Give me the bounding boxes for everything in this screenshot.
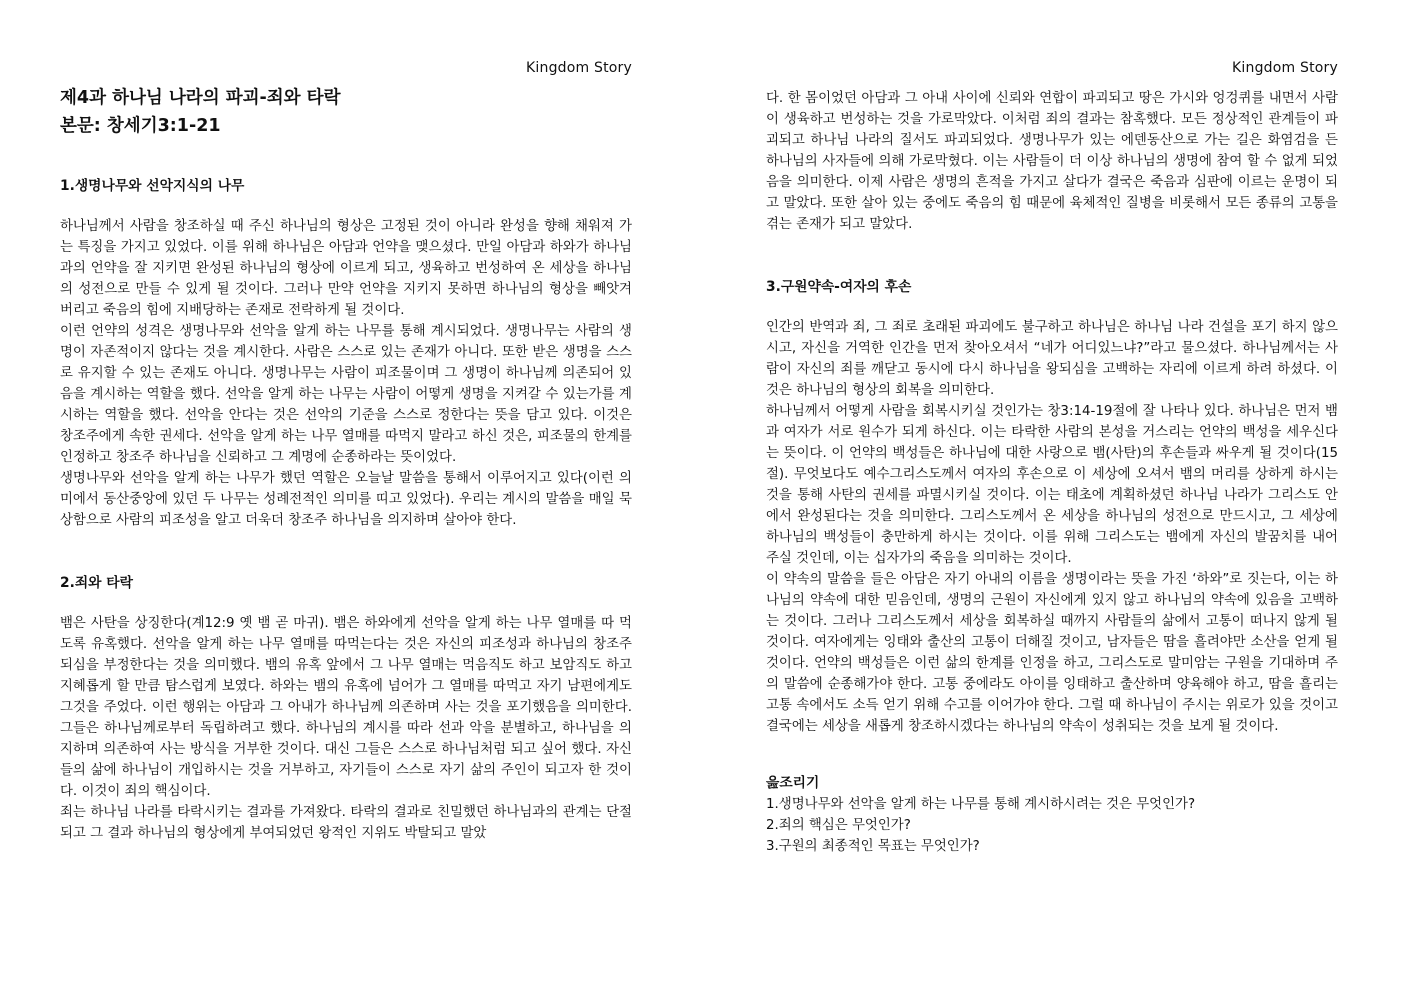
paragraph: 뱀은 사탄을 상징한다(계12:9 옛 뱀 곧 마귀). 뱀은 하와에게 선악을 알게 하는 나무 열매를 따 먹도록 유혹했다. 선악을 알게 하는 나무 열매를 따먹는다는 것은 자신의 피조성과 하나님의 창조주 되심을 부정한다는 것을 의미했다. 뱀의 유혹 앞에서 그 나무 열매는 먹음직도 하고 보암직도 하고 지혜롭게 할 만큼 탐스럽게 보였다. 하와는 뱀의 유혹에 넘어가 그 열매를 따먹고 자기 남편에게도 그것을 주었다. 이런 행위는 아담과 그 아내가 하나님께 의존하며 사는 것을 포기했음을 의미한다. 그들은 하나님께로부터 독립하려고 했다. 하나님의 계시를 따라 선과 악을 분별하고, 하나님을 의지하며 의존하여 사는 방식을 거부한 것이다. 대신 그들은 스스로 하나님처럼 되고 싶어 했다. 자신들의 삶에 하나님이 개입하시는 것을 거부하고, 자기들이 스스로 자기 삶의 주인이 되고자 한 것이다. 이것이 죄의 핵심이다.: [60, 616, 632, 799]
paragraph: 생명나무와 선악을 알게 하는 나무가 했던 역할은 오늘날 말씀을 통해서 이루어지고 있다(이런 의미에서 동산중앙에 있던 두 나무는 성례전적인 의미를 띠고 있었다). 우리는 계시의 말씀을 매일 묵상함으로 사람의 피조성을 알고 더욱더 창조주 하나님을 의지하며 살아야 한다.: [60, 471, 632, 528]
paragraph: 인간의 반역과 죄, 그 죄로 초래된 파괴에도 불구하고 하나님은 하나님 나라 건설을 포기 하지 않으시고, 자신을 거역한 인간을 먼저 찾아오셔서 “네가 어디있느냐?”라고 물으셨다. 하나님께서는 사람이 자신의 죄를 깨닫고 동시에 다시 하나님을 왕되심을 고백하는 자리에 이르게 하려 하셨다. 이것은 하나님의 형상의 회복을 의미한다.: [766, 320, 1338, 398]
paragraph: 죄는 하나님 나라를 타락시키는 결과를 가져왔다. 타락의 결과로 친밀했던 하나님과의 관계는 단절되고 그 결과 하나님의 형상에게 부여되었던 왕적인 지위도 박탈되고 말았: [60, 805, 632, 841]
right-page-body: [766, 88, 1338, 857]
review-question: 1.생명나무와 선악을 알게 하는 나무를 통해 계시하시려는 것은 무엇인가?: [766, 797, 1196, 812]
scripture-reference: 본문: 창세기3:1-21: [60, 116, 221, 136]
lesson-title: 제4과 하나님 나라의 파괴-죄와 타락: [60, 88, 341, 108]
section-heading: 1.생명나무와 선악지식의 나무: [60, 178, 245, 194]
paragraph: 하나님께서 어떻게 사람을 회복시키실 것인가는 창3:14-19절에 잘 나타나 있다. 하나님은 먼저 뱀과 여자가 서로 원수가 되게 하신다. 이는 타락한 사람의 본성을 거스리는 언약의 백성을 세우신다는 뜻이다. 이 언약의 백성들은 하나님에 대한 사랑으로 뱀(사탄)의 후손들과 싸우게 될 것이다(15절). 무엇보다도 예수그리스도께서 여자의 후손으로 이 세상에 오셔서 뱀의 머리를 상하게 하시는 것을 통해 사탄의 권세를 파멸시키실 것이다. 이는 태초에 계획하셨던 하나님 나라가 그리스도 안에서 완성된다는 것을 의미한다. 그리스도께서 온 세상을 하나님의 성전으로 만드시고, 그 세상에 하나님의 백성들이 충만하게 하시는 것이다. 이를 위해 그리스도는 뱀에게 자신의 발꿈치를 내어 주실 것인데, 이는 십자가의 죽음을 의미하는 것이다.: [766, 404, 1338, 566]
paragraph: 이 약속의 말씀을 들은 아담은 자기 아내의 이름을 생명이라는 뜻을 가진 ‘하와”로 짓는다, 이는 하나님의 약속에 대한 믿음인데, 생명의 근원이 자신에게 있지 않고 하나님의 약속에 있음을 고백하는 것이다. 그러나 그리스도께서 세상을 회복하실 때까지 사람들의 삶에서 고통이 떠나지 않게 될 것이다. 여자에게는 잉태와 출산의 고통이 더해질 것이고, 남자들은 땀을 흘려야만 소산을 얻게 될 것이다. 언약의 백성들은 이런 삶의 한계를 인정을 하고, 그리스도로 말미암는 구원을 기대하며 주의 말씀에 순종해가야 한다. 고통 중에라도 아이를 잉태하고 출산하며 양육해야 하고, 땀을 흘리는 고통 속에서도 소득 얻기 위해 수고를 이어가야 한다. 그럴 때 하나님이 주시는 위로가 있을 것이고 결국에는 세상을 새롭게 창조하시겠다는 하나님의 약속이 성취되는 것을 보게 될 것이다.: [766, 572, 1338, 734]
review-heading: 읊조리기: [766, 775, 820, 791]
page-header: Kingdom Story: [1232, 60, 1338, 76]
section-heading: 3.구원약속-여자의 후손: [766, 279, 912, 295]
paragraph: 이런 언약의 성격은 생명나무와 선악을 알게 하는 나무를 통해 계시되었다. 생명나무는 사람의 생명이 자존적이지 않다는 것을 계시한다. 사람은 스스로 있는 존재가 아니다. 또한 받은 생명을 스스로 유지할 수 있는 존재도 아니다. 생명나무는 사람이 피조물이며 그 생명이 하나님께 의존되어 있음을 계시하는 역할을 했다. 선악을 알게 하는 나무는 사람이 어떻게 생명을 지켜갈 수 있는가를 계시하는 역할을 했다. 선악을 안다는 것은 선악의 기준을 스스로 정한다는 뜻을 담고 있다. 이것은 창조주에게 속한 권세다. 선악을 알게 하는 나무 열매를 따먹지 말라고 하신 것은, 피조물의 한계를 인정하고 창조주 하나님을 신뢰하고 그 계명에 순종하라는 뜻이었다.: [60, 324, 632, 465]
page-header: Kingdom Story: [526, 60, 632, 76]
review-question: 3.구원의 최종적인 목표는 무엇인가?: [766, 839, 980, 854]
paragraph: 다. 한 몸이었던 아담과 그 아내 사이에 신뢰와 연합이 파괴되고 땅은 가시와 엉겅퀴를 내면서 사람이 생육하고 번성하는 것을 가로막았다. 이처럼 죄의 결과는 참혹했다. 모든 정상적인 관계들이 파괴되고 하나님 나라의 질서도 파괴되었다. 생명나무가 있는 에덴동산으로 가는 길은 화염검을 든 하나님의 사자들에 의해 가로막혔다. 이는 사람들이 더 이상 하나님의 생명에 참여 할 수 없게 되었음을 의미한다. 이제 사람은 생명의 흔적을 가지고 살다가 결국은 죽음과 심판에 이르는 운명이 되고 말았다. 또한 살아 있는 중에도 죽음의 힘 때문에 육체적인 질병을 비롯해서 모든 종류의 고통을 겪는 존재가 되고 말았다.: [766, 91, 1338, 232]
left-page-body: [60, 84, 632, 844]
review-question: 2.죄의 핵심은 무엇인가?: [766, 818, 911, 833]
paragraph: 하나님께서 사람을 창조하실 때 주신 하나님의 형상은 고정된 것이 아니라 완성을 향해 채워져 가는 특징을 가지고 있었다. 이를 위해 하나님은 아담과 언약을 맺으셨다. 만일 아담과 하와가 하나님과의 언약을 잘 지키면 완성된 하나님의 형상에 이르게 되고, 생육하고 번성하여 온 세상을 하나님의 성전으로 만들 수 있게 될 것이다. 그러나 만약 언약을 지키지 못하면 하나님의 형상을 빼앗겨 버리고 죽음의 힘에 지배당하는 존재로 전락하게 될 것이다.: [60, 219, 632, 318]
section-heading: 2.죄와 타락: [60, 575, 133, 591]
